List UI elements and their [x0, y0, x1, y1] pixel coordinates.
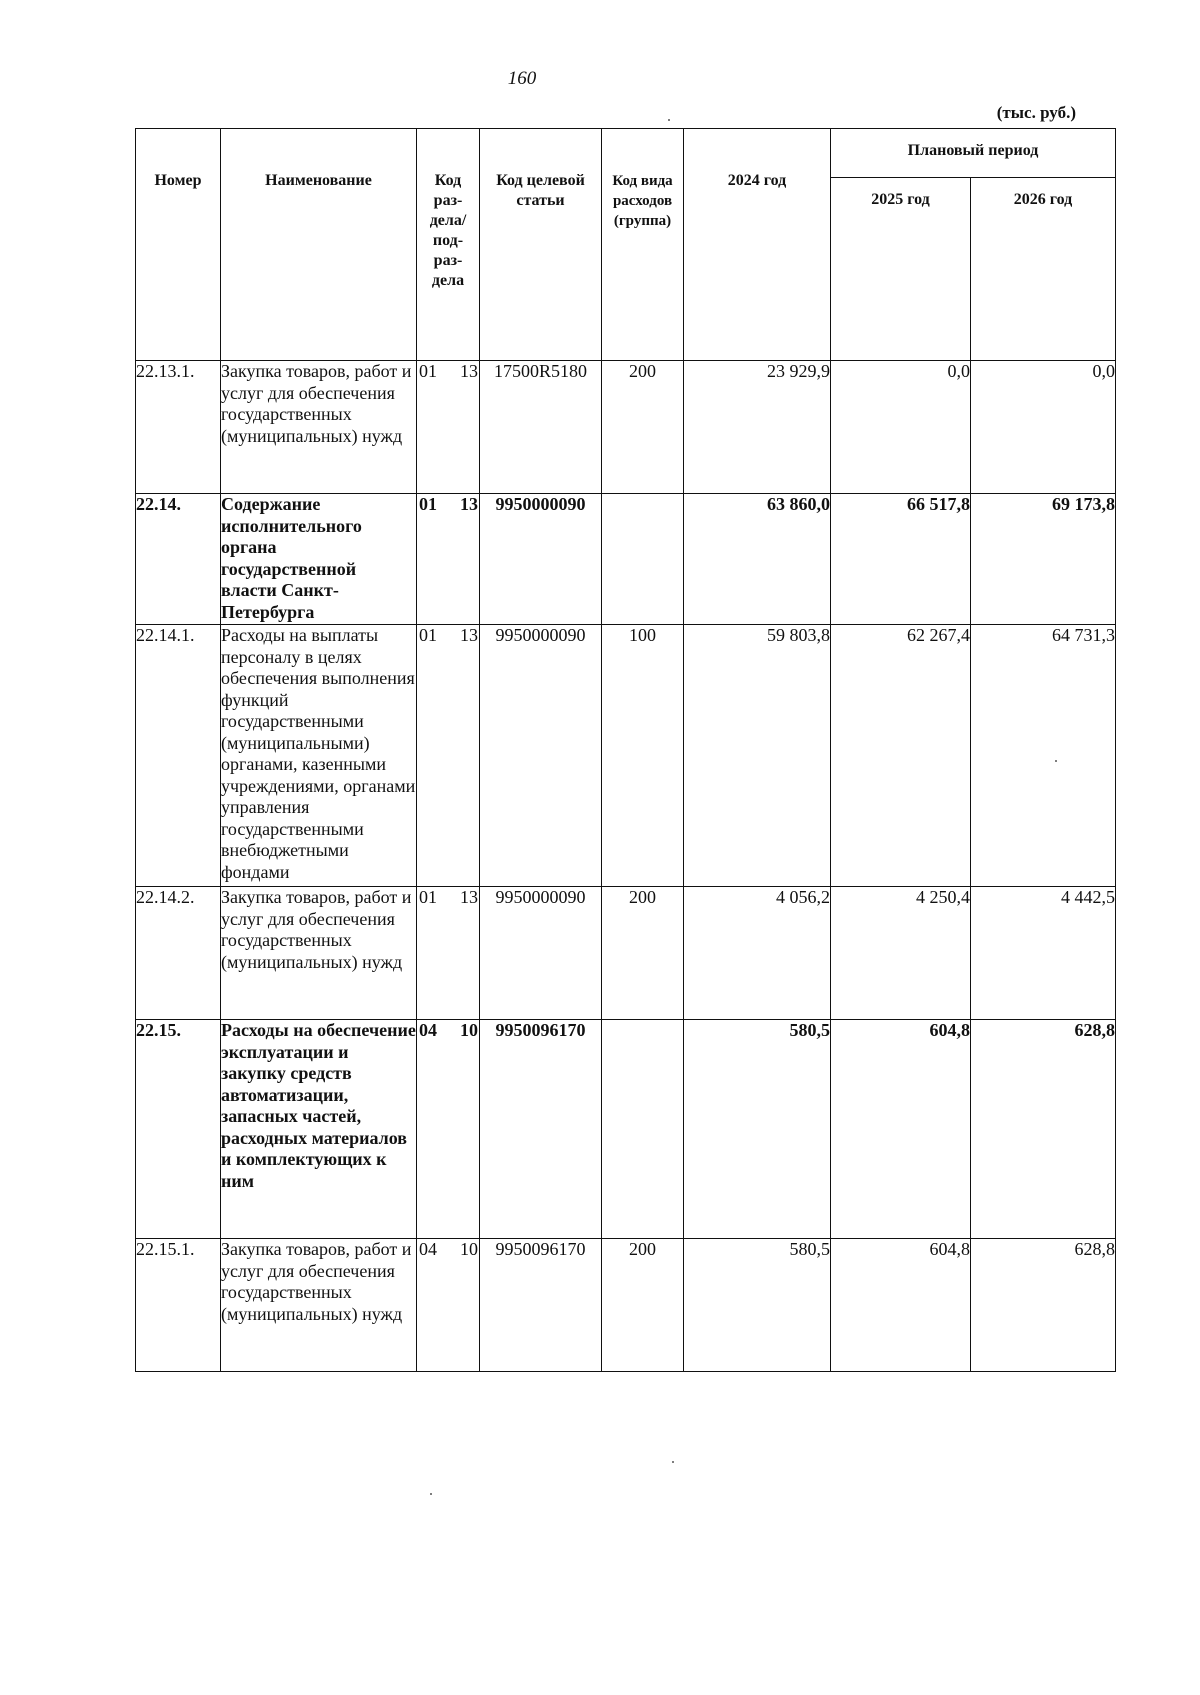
- row-value-2026: 64 731,3: [971, 625, 1116, 887]
- row-number: 22.14.1.: [136, 625, 221, 887]
- table-row: [136, 887, 1116, 1020]
- row-number: 22.15.1.: [136, 1239, 221, 1372]
- row-expense-type: [602, 494, 684, 625]
- header-row: [136, 129, 1116, 178]
- row-value-2026: 69 173,8: [971, 494, 1116, 625]
- table-row: [136, 1020, 1116, 1239]
- header-year-2024: 2024 год: [684, 129, 831, 361]
- row-section-code: 04 10: [417, 1239, 480, 1372]
- row-name: Закупка товаров, работ и услуг для обеспечения государственных (муниципальных) нужд: [221, 1239, 417, 1372]
- row-expense-type: 200: [602, 361, 684, 494]
- row-number: 22.15.: [136, 1020, 221, 1239]
- row-value-2024: 59 803,8: [684, 625, 831, 887]
- row-target-code: 17500R5180: [480, 361, 602, 494]
- header-year-2025: 2025 год: [831, 178, 971, 361]
- row-value-2024: 4 056,2: [684, 887, 831, 1020]
- row-target-code: 9950000090: [480, 625, 602, 887]
- header-number: Номер: [136, 129, 221, 361]
- row-value-2025: 604,8: [831, 1020, 971, 1239]
- units-label: (тыс. руб.): [996, 103, 1076, 122]
- scan-speck: [668, 119, 670, 121]
- row-value-2026: 4 442,5: [971, 887, 1116, 1020]
- header-plan-period: Плановый период: [831, 129, 1116, 178]
- row-section-code: 04 10: [417, 1020, 480, 1239]
- scan-speck: [672, 1461, 674, 1463]
- page-number: 160: [507, 68, 537, 89]
- row-target-code: 9950096170: [480, 1239, 602, 1372]
- header-section-code: Код раз-дела/ под-раз-дела: [417, 129, 480, 361]
- row-name: Закупка товаров, работ и услуг для обеспечения государственных (муниципальных) нужд: [221, 361, 417, 494]
- row-value-2025: 66 517,8: [831, 494, 971, 625]
- table-row: [136, 494, 1116, 625]
- row-value-2026: 628,8: [971, 1239, 1116, 1372]
- row-value-2026: 628,8: [971, 1020, 1116, 1239]
- row-name: Содержание исполнительного органа государственной власти Санкт-Петербурга: [221, 494, 417, 625]
- row-value-2024: 580,5: [684, 1239, 831, 1372]
- budget-table: [135, 128, 1116, 1372]
- row-value-2024: 580,5: [684, 1020, 831, 1239]
- row-value-2025: 604,8: [831, 1239, 971, 1372]
- row-target-code: 9950000090: [480, 494, 602, 625]
- row-target-code: 9950096170: [480, 1020, 602, 1239]
- header-expense-type: Код вида расходов (группа): [602, 129, 684, 361]
- scan-speck: [1055, 760, 1057, 762]
- row-number: 22.14.2.: [136, 887, 221, 1020]
- table-row: [136, 625, 1116, 887]
- row-expense-type: 200: [602, 887, 684, 1020]
- row-target-code: 9950000090: [480, 887, 602, 1020]
- header-name: Наименование: [221, 129, 417, 361]
- row-section-code: 01 13: [417, 887, 480, 1020]
- row-expense-type: 200: [602, 1239, 684, 1372]
- row-section-code: 01 13: [417, 494, 480, 625]
- row-name: Закупка товаров, работ и услуг для обеспечения государственных (муниципальных) нужд: [221, 887, 417, 1020]
- row-value-2024: 63 860,0: [684, 494, 831, 625]
- row-value-2025: 0,0: [831, 361, 971, 494]
- row-number: 22.13.1.: [136, 361, 221, 494]
- header-target-code: Код целевой статьи: [480, 129, 602, 361]
- row-number: 22.14.: [136, 494, 221, 625]
- row-value-2025: 4 250,4: [831, 887, 971, 1020]
- row-expense-type: 100: [602, 625, 684, 887]
- row-expense-type: [602, 1020, 684, 1239]
- row-value-2024: 23 929,9: [684, 361, 831, 494]
- header-year-2026: 2026 год: [971, 178, 1116, 361]
- row-value-2026: 0,0: [971, 361, 1116, 494]
- row-section-code: 01 13: [417, 625, 480, 887]
- row-name: Расходы на выплаты персоналу в целях обеспечения выполнения функций государственными (муниципальными) органами, казенными учреждениями, органами управления государственными внебюджетными фондами: [221, 625, 417, 887]
- table-row: [136, 361, 1116, 494]
- row-value-2025: 62 267,4: [831, 625, 971, 887]
- scan-speck: [430, 1493, 432, 1495]
- row-name: Расходы на обеспечение эксплуатации и закупку средств автоматизации, запасных частей, расходных материалов и комплектующих к ним: [221, 1020, 417, 1239]
- table-row: [136, 1239, 1116, 1372]
- row-section-code: 01 13: [417, 361, 480, 494]
